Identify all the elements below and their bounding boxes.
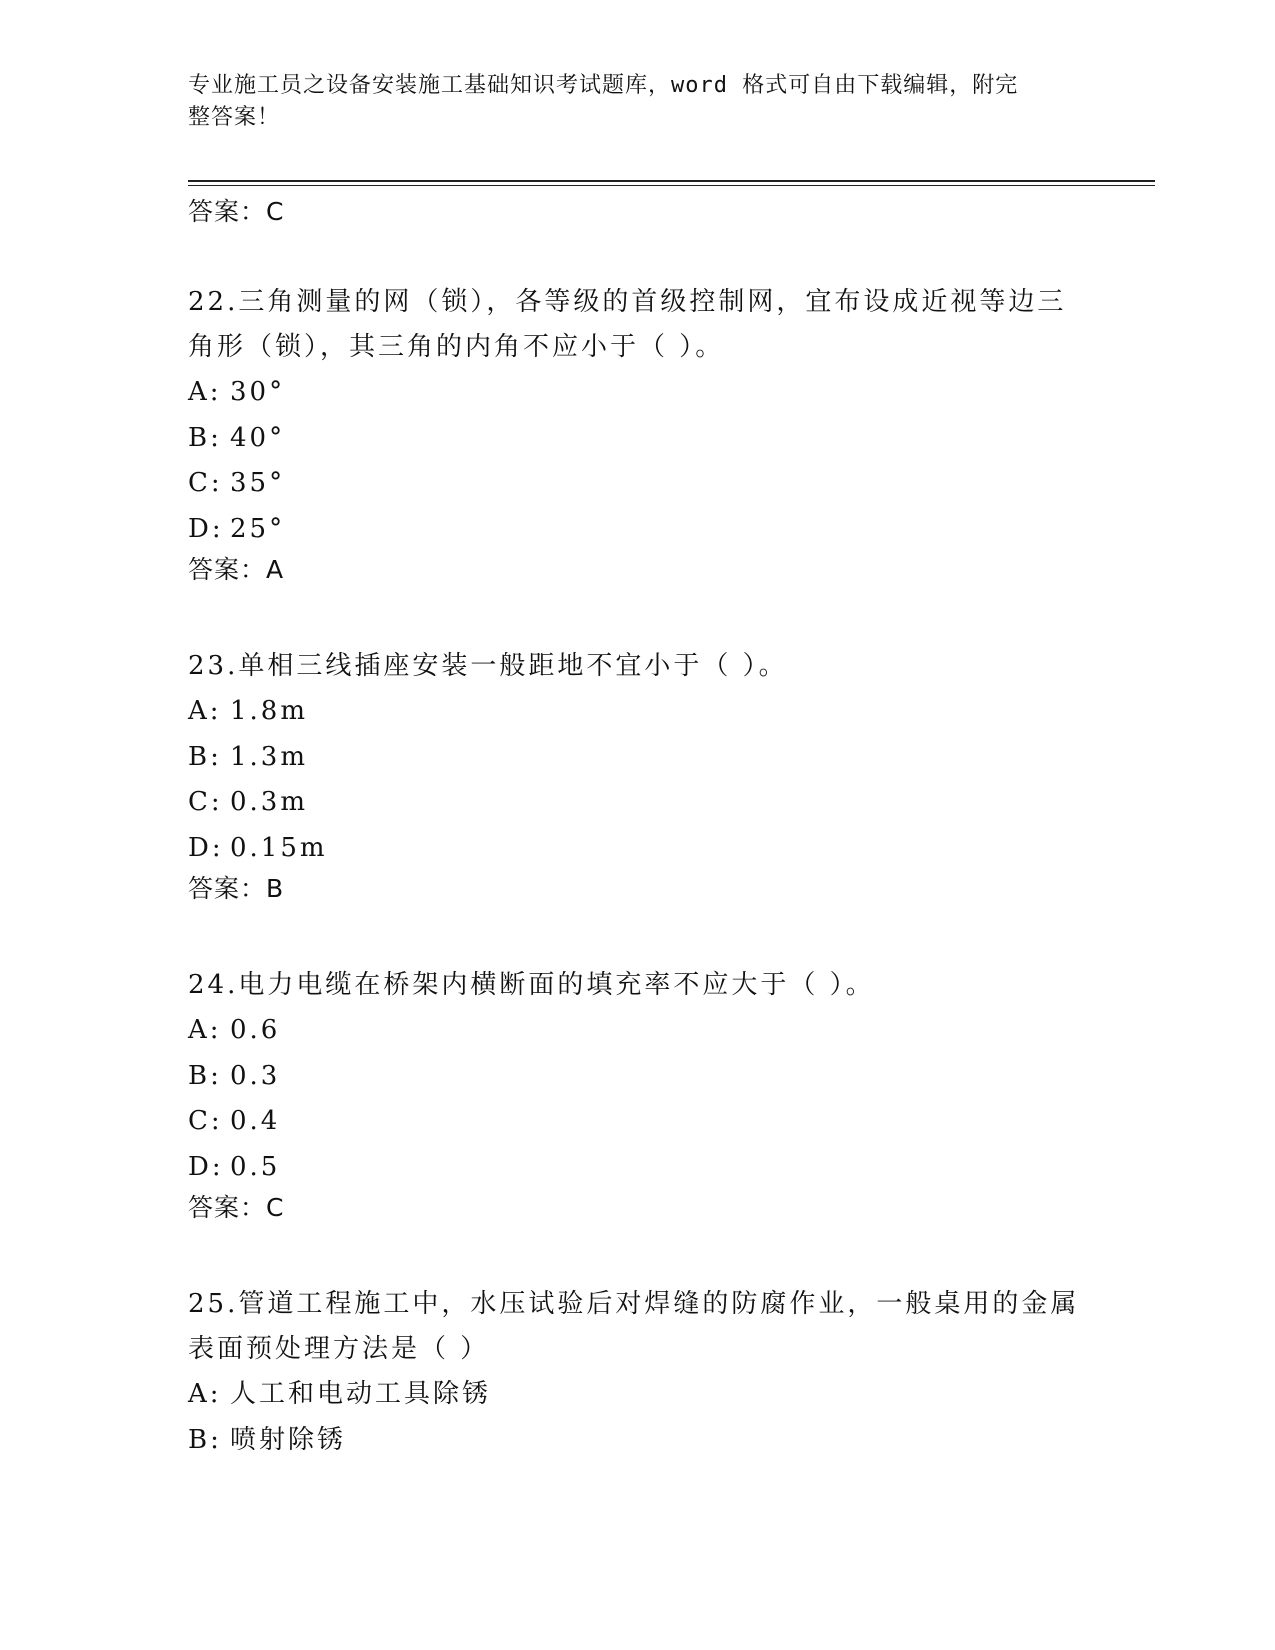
document-header <box>188 70 1068 134</box>
option-key: C: <box>188 1106 223 1136</box>
option-text: 1.8m <box>230 696 309 726</box>
previous-answer: 答案：C <box>188 197 285 226</box>
option-c <box>188 461 1088 507</box>
option-text: 0.15m <box>230 832 328 863</box>
option-key: A: <box>188 1379 222 1409</box>
question-stem: 24.电力电缆在桥架内横断面的填充率不应大于（ ）。 <box>188 970 875 1000</box>
question-list <box>188 193 1088 1463</box>
option-text: 喷射除锈 <box>230 1424 347 1455</box>
option-key: B: <box>188 1424 222 1455</box>
option-d <box>188 1145 1088 1191</box>
option-b <box>188 1054 1088 1100</box>
option-text: 0.3m <box>230 787 309 817</box>
answer: 答案：A <box>188 555 285 584</box>
option-text: 25° <box>230 513 286 544</box>
question-25 <box>188 1282 1088 1463</box>
option-b <box>188 1418 1088 1464</box>
header-line-1: 专业施工员之设备安装施工基础知识考试题库，word 格式可自由下载编辑，附完 <box>188 73 1019 98</box>
option-c <box>188 1099 1088 1145</box>
question-24 <box>188 963 1088 1223</box>
option-text: 0.5 <box>230 1151 281 1182</box>
option-key: C: <box>188 468 223 498</box>
option-key: B: <box>188 422 222 453</box>
option-key: A: <box>188 696 222 726</box>
option-a <box>188 370 1088 416</box>
question-stem: 22.三角测量的网（锁），各等级的首级控制网，宜布设成近视等边三 <box>188 287 1067 317</box>
option-b <box>188 735 1088 781</box>
option-text: 0.4 <box>230 1106 281 1136</box>
option-key: B: <box>188 1060 222 1091</box>
option-text: 0.3 <box>230 1060 281 1091</box>
answer: 答案：C <box>188 1193 285 1222</box>
option-c <box>188 780 1088 826</box>
option-key: A: <box>188 377 222 407</box>
question-stem-continued: 表面预处理方法是（ ） <box>188 1334 490 1364</box>
option-key: D: <box>188 1151 224 1182</box>
option-text: 30° <box>230 377 286 407</box>
option-a <box>188 1008 1088 1054</box>
header-line-2: 整答案！ <box>188 105 281 130</box>
option-key: D: <box>188 513 224 544</box>
option-b <box>188 416 1088 462</box>
option-a <box>188 1372 1088 1418</box>
option-text: 人工和电动工具除锈 <box>230 1379 492 1409</box>
option-key: C: <box>188 787 223 817</box>
option-text: 35° <box>230 468 286 498</box>
option-d <box>188 507 1088 553</box>
option-a <box>188 689 1088 735</box>
option-text: 40° <box>230 422 286 453</box>
question-stem-continued: 角形（锁），其三角的内角不应小于（ ）。 <box>188 332 725 362</box>
header-divider-thick <box>188 180 1155 182</box>
option-key: A: <box>188 1015 222 1045</box>
header-divider-thin <box>188 185 1155 186</box>
option-key: B: <box>188 741 222 772</box>
question-22 <box>188 280 1088 585</box>
option-text: 0.6 <box>230 1015 281 1045</box>
answer: 答案：B <box>188 874 285 903</box>
option-d <box>188 826 1088 872</box>
question-23 <box>188 644 1088 904</box>
question-stem: 23.单相三线插座安装一般距地不宜小于（ ）。 <box>188 651 788 681</box>
option-text: 1.3m <box>230 741 309 772</box>
question-stem: 25.管道工程施工中，水压试验后对焊缝的防腐作业，一般桌用的金属 <box>188 1289 1080 1319</box>
option-key: D: <box>188 832 224 863</box>
